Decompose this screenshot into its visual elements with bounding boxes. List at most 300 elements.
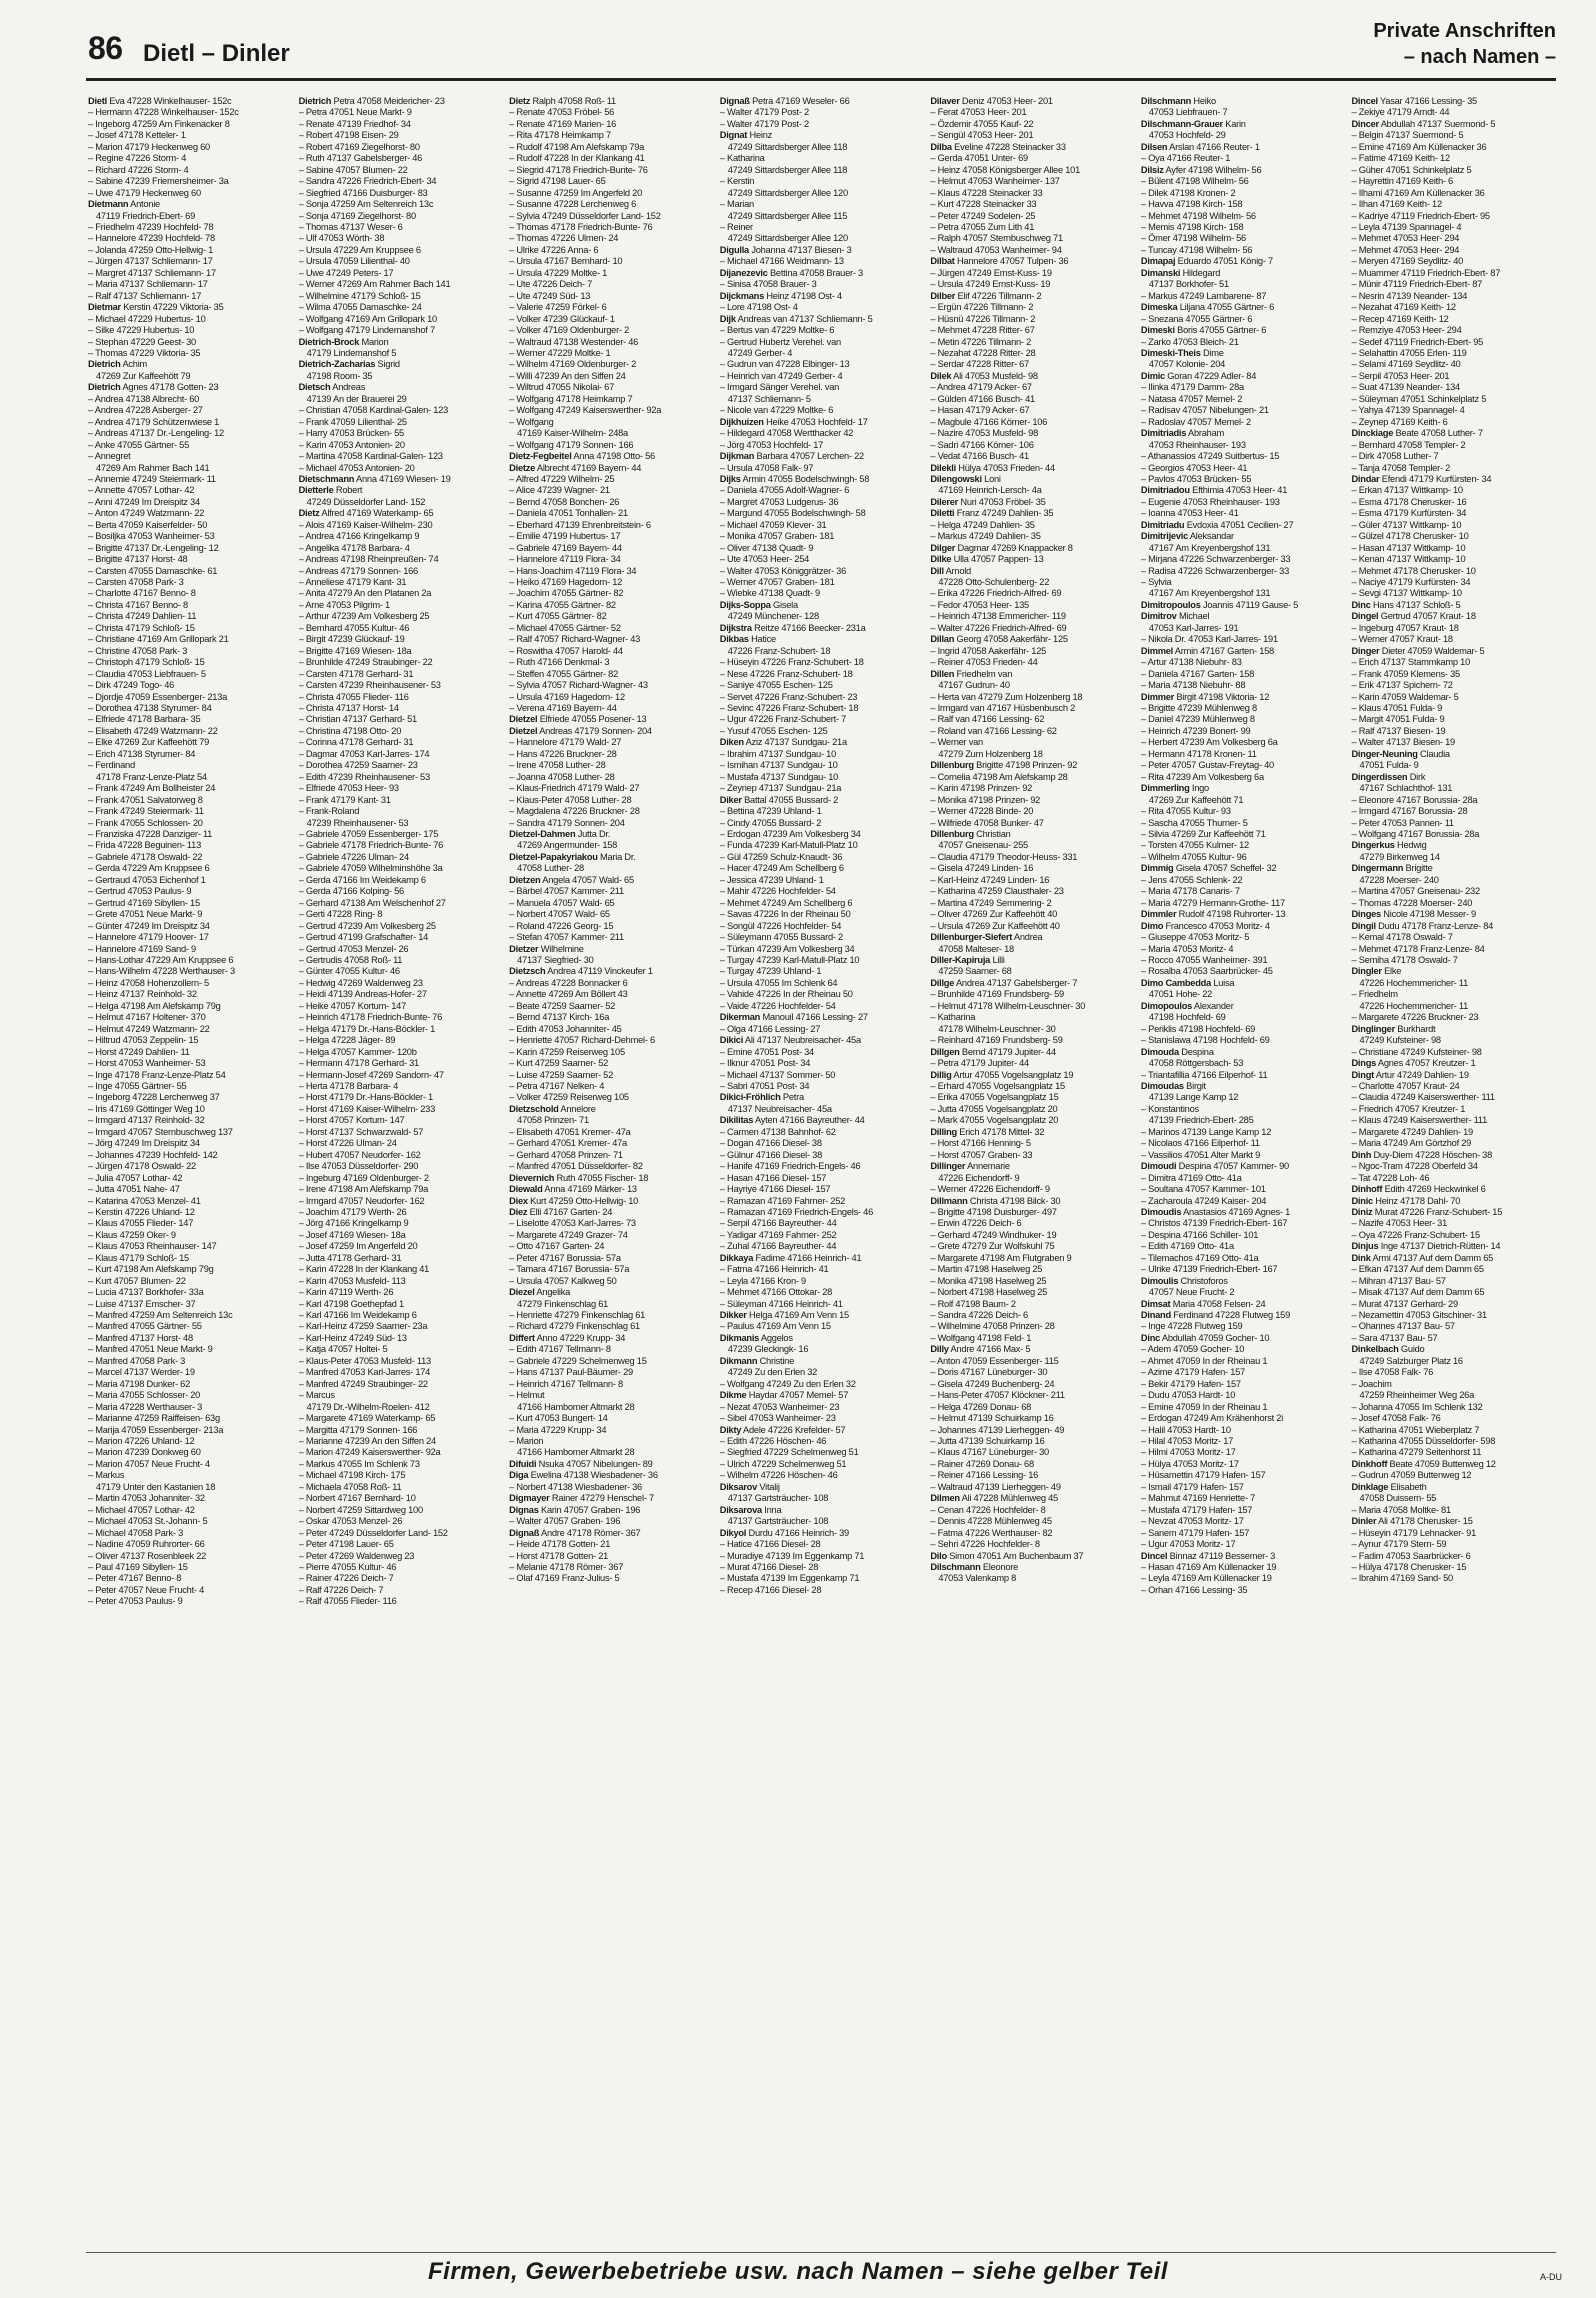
entry-details: 47259 Rheinheimer Weg 26a — [1359, 1390, 1474, 1401]
directory-entry — [930, 199, 1137, 210]
directory-entry — [509, 417, 716, 428]
directory-entry — [88, 1150, 295, 1161]
directory-entry — [88, 520, 295, 531]
directory-entry — [720, 1207, 927, 1218]
directory-entry — [930, 440, 1137, 451]
directory-entry — [930, 1012, 1137, 1023]
directory-entry — [1351, 1001, 1558, 1012]
directory-entry — [88, 314, 295, 325]
entry-details: – Meryen 47169 Seydlitz- 40 — [1351, 256, 1464, 267]
entry-details: Ewelina 47138 Wiesbadener- 36 — [528, 1470, 658, 1481]
directory-entry — [299, 359, 506, 370]
directory-entry — [88, 188, 295, 199]
entry-details: Ali 47137 Neubreisacher- 45a — [743, 1035, 861, 1046]
entry-details: – Kurt 47053 Bungert- 14 — [509, 1413, 608, 1424]
directory-entry — [1351, 302, 1558, 313]
entry-details: – Peter 47057 Gustav-Freytag- 40 — [1140, 760, 1274, 771]
entry-details: – Ralf 47226 Deich- 7 — [298, 1584, 384, 1595]
entry-details: Ayfer 47198 Wilhelm- 56 — [1163, 164, 1262, 175]
directory-entry — [720, 188, 927, 199]
directory-entry — [299, 1047, 506, 1058]
entry-details: – Brigitte 47239 Mühlenweg 8 — [1140, 703, 1257, 714]
entry-details: – Ergün 47226 Tillmann- 2 — [930, 302, 1034, 313]
directory-entry — [1141, 1528, 1348, 1539]
entry-details: 47051 Hohe- 22 — [1148, 989, 1213, 1000]
directory-entry — [88, 1596, 295, 1607]
directory-entry — [299, 451, 506, 462]
entry-details: Brigitte 47198 Prinzen- 92 — [973, 760, 1078, 771]
directory-entry — [720, 566, 927, 577]
directory-entry — [720, 359, 927, 370]
entry-details: – Zeynep 47137 Sundgau- 21a — [719, 783, 842, 794]
directory-entry — [1351, 440, 1558, 451]
entry-details: – Anneliese 47179 Kant- 31 — [298, 577, 407, 588]
entry-details: Simon 47051 Am Buchenbaum 37 — [946, 1550, 1084, 1561]
directory-entry — [509, 96, 716, 107]
entry-details: – Norbert 47167 Bernhard- 10 — [298, 1493, 416, 1504]
entry-details: – Gerhard 47249 Windhuker- 19 — [930, 1229, 1057, 1240]
directory-entry — [88, 1299, 295, 1310]
directory-entry — [509, 863, 716, 874]
entry-details: – Emilie 47199 Hubertus- 17 — [509, 531, 621, 542]
directory-entry — [509, 955, 716, 966]
entry-details: – Sabri 47051 Post- 34 — [719, 1080, 810, 1091]
directory-entry — [299, 428, 506, 439]
directory-entry — [299, 1161, 506, 1172]
entry-details: – Artur 47138 Niebuhr- 83 — [1140, 657, 1242, 668]
directory-entry — [930, 1539, 1137, 1550]
entry-details: – Vassilios 47051 Alter Markt 9 — [1140, 1149, 1261, 1160]
directory-entry — [88, 176, 295, 187]
directory-entry — [1351, 1058, 1558, 1069]
directory-entry — [88, 1551, 295, 1562]
entry-details: – Hans 47137 Paul-Bäumer- 29 — [509, 1367, 633, 1378]
entry-details: – Edith 47169 Otto- 41a — [1140, 1241, 1234, 1252]
entry-details: Andreas 47179 Sonnen- 204 — [537, 725, 652, 736]
directory-entry — [509, 233, 716, 244]
entry-details: – Katharina 47055 Düsseldorfer- 598 — [1351, 1436, 1496, 1447]
directory-entry — [299, 96, 506, 107]
directory-entry — [509, 142, 716, 153]
directory-entry — [1141, 634, 1348, 645]
entry-details: Loni — [981, 473, 1001, 484]
entry-surname: Dimitriadou — [1140, 485, 1190, 496]
entry-details: – Jürgen 47249 Ernst-Kuss- 19 — [930, 267, 1052, 278]
entry-details: – Rainer 47226 Deich- 7 — [298, 1573, 394, 1584]
directory-entry — [930, 714, 1137, 725]
entry-details: – Michael 47053 St.-Johann- 5 — [88, 1516, 208, 1527]
entry-details: – Karin 47119 Werth- 26 — [298, 1287, 394, 1298]
entry-details: – Pavlos 47053 Brücken- 55 — [1140, 473, 1252, 484]
entry-details: Arslan 47166 Reuter- 1 — [1167, 141, 1260, 152]
entry-details: 47051 Fulda- 9 — [1359, 760, 1419, 771]
directory-entry — [299, 703, 506, 714]
entry-details: Goran 47229 Adler- 84 — [1164, 370, 1257, 381]
entry-surname: Dillinger — [930, 1161, 966, 1172]
directory-entry — [299, 1585, 506, 1596]
entry-details: – Joanna 47058 Luther- 28 — [509, 771, 615, 782]
directory-entry — [1351, 176, 1558, 187]
entry-details: – Hans-Peter 47057 Klöckner- 211 — [930, 1390, 1065, 1401]
entry-details: – Irene 47198 Am Alefskamp 79a — [298, 1184, 429, 1195]
directory-entry — [930, 1333, 1137, 1344]
directory-entry — [1351, 1012, 1558, 1023]
entry-details: – Helga 47198 Am Alefskamp 79g — [88, 1000, 221, 1011]
entry-details: – Ursula 47169 Hagedorn- 12 — [509, 691, 625, 702]
entry-details: Joannis 47119 Gause- 5 — [1200, 599, 1299, 610]
entry-details: Inna — [761, 1504, 782, 1515]
directory-entry — [299, 772, 506, 783]
entry-details: – Christos 47139 Friedrich-Ebert- 167 — [1140, 1218, 1288, 1229]
entry-details: – Frank-Roland — [298, 806, 360, 817]
entry-details: – Sengül 47053 Heer- 201 — [930, 130, 1034, 141]
entry-details: – Erika 47226 Friedrich-Alfred- 69 — [930, 588, 1062, 599]
entry-details: – Frank 47059 Klemens- 35 — [1351, 668, 1460, 679]
entry-surname: Dikerman — [719, 1012, 761, 1023]
entry-details: – Gerda 47166 Kolping- 56 — [298, 886, 404, 897]
entry-details: – Wiebke 47138 Quadt- 9 — [719, 588, 820, 599]
entry-details: – Sabine 47057 Blumen- 22 — [298, 164, 408, 175]
directory-entry — [88, 233, 295, 244]
directory-entry — [1141, 1447, 1348, 1458]
directory-entry — [88, 107, 295, 118]
entry-details: – Ugur 47053 Moritz- 17 — [1140, 1539, 1236, 1550]
directory-entry — [1351, 921, 1558, 932]
entry-surname: Dillenburg — [930, 760, 974, 771]
directory-entry — [930, 692, 1137, 703]
directory-entry — [1141, 1321, 1348, 1332]
directory-entry — [509, 1333, 716, 1344]
entry-details: – Nicole van 47229 Moltke- 6 — [719, 405, 834, 416]
entry-surname: Dietzschold — [509, 1103, 559, 1114]
directory-entry — [720, 806, 927, 817]
entry-details: Eveline 47228 Steinacker 33 — [951, 141, 1066, 152]
entry-details: – Gabriele 47226 Ulman- 24 — [298, 851, 409, 862]
entry-details: – Oliver 47269 Zur Kaffeehött 40 — [930, 909, 1058, 920]
directory-entry — [509, 566, 716, 577]
directory-entry — [88, 1047, 295, 1058]
entry-details: – Sara 47137 Bau- 57 — [1351, 1332, 1438, 1343]
directory-entry — [299, 1058, 506, 1069]
entry-details: – Karl-Heinz 47259 Saarner- 23a — [298, 1321, 428, 1332]
directory-entry — [509, 840, 716, 851]
directory-entry — [1351, 1299, 1558, 1310]
entry-details: Birgit 47198 Viktoria- 12 — [1174, 691, 1270, 702]
directory-entry — [1351, 875, 1558, 886]
entry-details: – Horst 47057 Kortum- 147 — [298, 1115, 405, 1126]
directory-entry — [509, 256, 716, 267]
entry-details: Hannelore 47057 Tulpen- 36 — [954, 256, 1069, 267]
directory-entry — [930, 474, 1137, 485]
entry-details: – Hermann 47228 Winkelhauser- 152c — [88, 107, 239, 118]
entry-surname: Dilke — [930, 554, 952, 565]
directory-entry — [509, 1035, 716, 1046]
entry-details: – Brigitte 47169 Wiesen- 18a — [298, 645, 412, 656]
directory-entry — [1351, 119, 1558, 130]
entry-details: – Christian 47058 Kardinal-Galen- 123 — [298, 405, 448, 416]
entry-details: Murat 47226 Franz-Schubert- 15 — [1372, 1206, 1503, 1217]
directory-entry — [1141, 1287, 1348, 1298]
entry-details: – Uwe 47249 Peters- 17 — [298, 267, 394, 278]
entry-surname: Dimopoulos — [1140, 1000, 1193, 1011]
entry-details: – Ramazan 47169 Friedrich-Engels- 46 — [719, 1206, 873, 1217]
directory-entry — [299, 1562, 506, 1573]
directory-entry — [88, 1081, 295, 1092]
entry-details: – Sigrid 47198 Lauer- 65 — [509, 176, 606, 187]
entry-details: – Gerhard 47051 Kremer- 47a — [509, 1138, 627, 1149]
directory-entry — [299, 348, 506, 359]
entry-details: – Erhard 47055 Vogelsangplatz 15 — [930, 1080, 1065, 1091]
entry-surname: Dimic — [1140, 370, 1165, 381]
directory-entry — [1141, 1562, 1348, 1573]
directory-entry — [1351, 268, 1558, 279]
entry-details: – Jutta 47051 Nahe- 47 — [88, 1184, 180, 1195]
directory-entry — [509, 1367, 716, 1378]
directory-entry — [1141, 417, 1348, 428]
entry-details: Armi 47137 Auf dem Damm 65 — [1370, 1252, 1494, 1263]
directory-entry — [299, 875, 506, 886]
directory-entry — [1141, 451, 1348, 462]
directory-entry — [720, 852, 927, 863]
directory-entry — [720, 302, 927, 313]
entry-details: – Ralph 47057 Sternbuschweg 71 — [930, 233, 1063, 244]
directory-entry — [88, 543, 295, 554]
entry-details: – Walter 47179 Post- 2 — [719, 107, 809, 118]
directory-entry — [720, 1138, 927, 1149]
entry-details: – Orhan 47166 Lessing- 35 — [1140, 1584, 1248, 1595]
entry-details: – Elisabeth 47051 Kremer- 47a — [509, 1126, 631, 1137]
entry-details: – Nevzat 47053 Moritz- 17 — [1140, 1516, 1244, 1527]
directory-entry — [88, 1230, 295, 1241]
directory-entry — [930, 428, 1137, 439]
directory-entry — [509, 1196, 716, 1207]
entry-details: Johanna 47137 Biesen- 3 — [748, 244, 852, 255]
directory-entry — [720, 760, 927, 771]
entry-details: – Renate 47139 Friedhof- 34 — [298, 118, 411, 129]
directory-entry — [299, 921, 506, 932]
directory-entry — [88, 1562, 295, 1573]
directory-entry — [88, 291, 295, 302]
entry-details: – Heinrich 47167 Tellmann- 8 — [509, 1378, 623, 1389]
entry-details: – Ursula 47229 Am Kruppsee 6 — [298, 244, 421, 255]
entry-details: – Oliver 47138 Quadt- 9 — [719, 542, 814, 553]
entry-details: – Edith 47239 Rheinhausener- 53 — [298, 771, 430, 782]
entry-details: Angela 47057 Wald- 65 — [540, 874, 634, 885]
directory-entry — [509, 921, 716, 932]
directory-entry — [88, 1138, 295, 1149]
directory-entry — [299, 1493, 506, 1504]
entry-surname: Dilschmann — [930, 1562, 981, 1572]
entry-surname: Dimo — [1140, 920, 1164, 931]
entry-details: – Heiko 47169 Hagedorn- 12 — [509, 577, 623, 588]
directory-entry — [1141, 325, 1348, 336]
entry-details: – Gabriele 47059 Essenberger- 175 — [298, 829, 439, 839]
directory-entry — [509, 1001, 716, 1012]
directory-entry — [509, 1299, 716, 1310]
entry-details: 47249 Sittardsberger Allee 120 — [727, 187, 848, 198]
directory-entry — [509, 1241, 716, 1252]
directory-entry — [1351, 852, 1558, 863]
entry-details: – Bertus van 47229 Moltke- 6 — [719, 325, 835, 336]
entry-details: – Marion 47249 Kaiserswerther- 92a — [298, 1447, 441, 1458]
directory-entry — [930, 1425, 1137, 1436]
entry-details: – Nezahat 47228 Ritter- 28 — [930, 347, 1036, 358]
entry-details: – Nadine 47059 Ruhrorter- 66 — [88, 1539, 205, 1550]
directory-entry — [299, 1276, 506, 1287]
directory-entry — [1351, 1447, 1558, 1458]
entry-details: Anno 47229 Krupp- 34 — [534, 1332, 626, 1343]
entry-details: Karin — [1222, 118, 1246, 129]
directory-entry — [1351, 737, 1558, 748]
entry-details: – Michael 47053 Antonien- 20 — [298, 462, 415, 473]
directory-entry — [1351, 1367, 1558, 1378]
directory-entry — [930, 107, 1137, 118]
directory-entry — [1141, 405, 1348, 416]
entry-surname: Dinh — [1351, 1149, 1372, 1160]
entry-details: – Ngoc-Tram 47228 Oberfeld 34 — [1351, 1161, 1478, 1172]
directory-entry — [88, 325, 295, 336]
entry-details: Sigrid — [375, 359, 400, 370]
entry-details: – Wilhelm 47169 Oldenburger- 2 — [509, 359, 637, 370]
entry-surname: Dietz — [298, 508, 320, 519]
entry-surname: Dimouda — [1140, 1046, 1179, 1057]
directory-entry — [720, 1333, 927, 1344]
entry-details: – Reiner 47166 Lessing- 16 — [930, 1470, 1039, 1481]
directory-entry — [1141, 1539, 1348, 1550]
directory-entry — [509, 623, 716, 634]
directory-entry — [1351, 1344, 1558, 1355]
directory-entry — [88, 646, 295, 657]
directory-entry — [88, 611, 295, 622]
entry-surname: Dikilitas — [719, 1115, 754, 1126]
entry-details: Elisabeth — [1388, 1481, 1427, 1492]
entry-surname: Dingerdissen — [1351, 771, 1408, 782]
entry-details: Petra 47169 Weseler- 66 — [749, 96, 850, 106]
entry-surname: Differt — [509, 1332, 535, 1343]
entry-details: – Friedrich 47057 Kreutzer- 1 — [1351, 1103, 1466, 1114]
entry-details: Albrecht 47169 Bayern- 44 — [535, 462, 642, 473]
directory-entry — [930, 726, 1137, 737]
directory-entry — [720, 829, 927, 840]
entry-details: – Martina 47058 Kardinal-Galen- 123 — [298, 451, 443, 462]
entry-details: – Bülent 47198 Wilhelm- 56 — [1140, 176, 1249, 187]
directory-entry — [1141, 1493, 1348, 1504]
directory-entry — [509, 1253, 716, 1264]
entry-details: – Horst 47249 Dahlien- 11 — [88, 1046, 190, 1057]
entry-details: – Fatime 47169 Keith- 12 — [1351, 153, 1450, 164]
entry-details: – Ruth 47137 Gabelsberger- 46 — [298, 153, 423, 164]
entry-surname: Dietrich — [298, 96, 332, 106]
entry-details: – Djordje 47059 Essenberger- 213a — [88, 691, 228, 702]
entry-details: – Otto 47167 Garten- 24 — [509, 1241, 605, 1252]
directory-entry — [720, 1516, 927, 1527]
directory-entry — [720, 1150, 927, 1161]
entry-details: – Katja 47057 Holtei- 5 — [298, 1344, 388, 1355]
entry-details: – Hans-Joachim 47119 Flora- 34 — [509, 565, 637, 576]
entry-details: – Efkan 47137 Auf dem Damm 65 — [1351, 1264, 1484, 1275]
directory-entry — [509, 1264, 716, 1275]
directory-entry — [509, 314, 716, 325]
directory-entry — [509, 245, 716, 256]
directory-entry — [930, 1321, 1137, 1332]
entry-surname: Dinic — [1351, 1195, 1373, 1206]
directory-entry — [509, 795, 716, 806]
entry-details: – Yusuf 47055 Eschen- 125 — [719, 725, 828, 736]
entry-surname: Dimitrijevic — [1140, 531, 1189, 542]
directory-entry — [720, 863, 927, 874]
entry-details: – Edith 47053 Johanniter- 45 — [509, 1023, 622, 1034]
directory-entry — [720, 153, 927, 164]
directory-entry — [509, 783, 716, 794]
entry-details: Dieter 47059 Waldemar- 5 — [1379, 645, 1485, 656]
entry-details: 47249 Düsseldorfer Land- 152 — [306, 496, 426, 507]
directory-entry — [1351, 1092, 1558, 1103]
entry-details: – Beate 47259 Saarner- 52 — [509, 1000, 616, 1011]
entry-details: – Markus 47055 Im Schlenk 73 — [298, 1458, 420, 1469]
entry-details: – Edith 47226 Höschen- 46 — [719, 1436, 827, 1447]
entry-details: – Karin 47198 Prinzen- 92 — [930, 783, 1033, 794]
entry-details: – Maria 47279 Hermann-Grothe- 117 — [1140, 897, 1285, 908]
entry-details: – Werner 47057 Kraut- 18 — [1351, 634, 1453, 645]
directory-entry — [88, 1001, 295, 1012]
entry-details: Battal 47055 Bussard- 2 — [741, 794, 839, 805]
directory-entry — [930, 1402, 1137, 1413]
entry-details: 47053 Hochfeld- 29 — [1148, 130, 1226, 141]
entry-details: – Arthur 47239 Am Volkesberg 25 — [298, 611, 430, 622]
directory-entry — [509, 405, 716, 416]
entry-surname: Dinger-Neuning — [1351, 748, 1418, 759]
directory-entry — [720, 1505, 927, 1516]
entry-details: – Wilhelmine 47058 Prinzen- 28 — [930, 1321, 1055, 1332]
entry-details: Petra 47058 Meidericher- 23 — [331, 96, 445, 106]
entry-details: – Irmgard van 47167 Hüsbenbusch 2 — [930, 703, 1076, 714]
entry-details: – Angelika 47178 Barbara- 4 — [298, 542, 410, 553]
entry-details: – Thomas 47178 Friedrich-Bunte- 76 — [509, 221, 653, 232]
entry-details: – Petra 47179 Jupiter- 44 — [930, 1058, 1029, 1069]
directory-entry — [1141, 107, 1348, 118]
entry-details: – Karin 47053 Musfeld- 113 — [298, 1275, 406, 1286]
directory-entry — [1351, 371, 1558, 382]
entry-details: – Recep 47169 Keith- 12 — [1351, 313, 1449, 324]
entry-details: – Michael 47166 Weidmann- 13 — [719, 256, 844, 267]
directory-entry — [299, 714, 506, 725]
directory-entry — [1351, 1482, 1558, 1493]
entry-details: – Robert 47169 Ziegelhorst- 80 — [298, 141, 420, 152]
directory-entry — [1141, 1367, 1348, 1378]
entry-details: – Gertraud 47053 Eichenhof 1 — [88, 874, 206, 885]
directory-entry — [1351, 944, 1558, 955]
entry-details: – Günter 47055 Kultur- 46 — [298, 966, 400, 977]
entry-details: – Margarete 47249 Grazer- 74 — [509, 1229, 628, 1240]
directory-entry — [88, 955, 295, 966]
entry-details: – Nezat 47053 Wanheimer- 23 — [719, 1401, 840, 1412]
entry-details: – Liselotte 47053 Karl-Jarres- 73 — [509, 1218, 636, 1229]
directory-entry — [1141, 554, 1348, 565]
entry-details: – Ferdinand — [88, 760, 135, 771]
entry-details: Ulla 47057 Pappen- 13 — [951, 554, 1044, 565]
directory-entry — [1351, 291, 1558, 302]
entry-details: – Erdogan 47249 Am Krähenhorst 2i — [1140, 1413, 1284, 1424]
directory-entry — [509, 600, 716, 611]
directory-entry — [1351, 634, 1558, 645]
directory-entry — [1351, 1184, 1558, 1195]
entry-details: – Daniela 47167 Garten- 158 — [1140, 668, 1255, 679]
entry-details: – Fadim 47053 Saarbrücker- 6 — [1351, 1550, 1471, 1561]
entry-details: Inge 47137 Dietrich-Rütten- 14 — [1378, 1241, 1501, 1252]
directory-entry — [720, 1482, 927, 1493]
directory-entry — [720, 600, 927, 611]
entry-details: – Hans-Lothar 47229 Am Kruppsee 6 — [88, 954, 234, 965]
